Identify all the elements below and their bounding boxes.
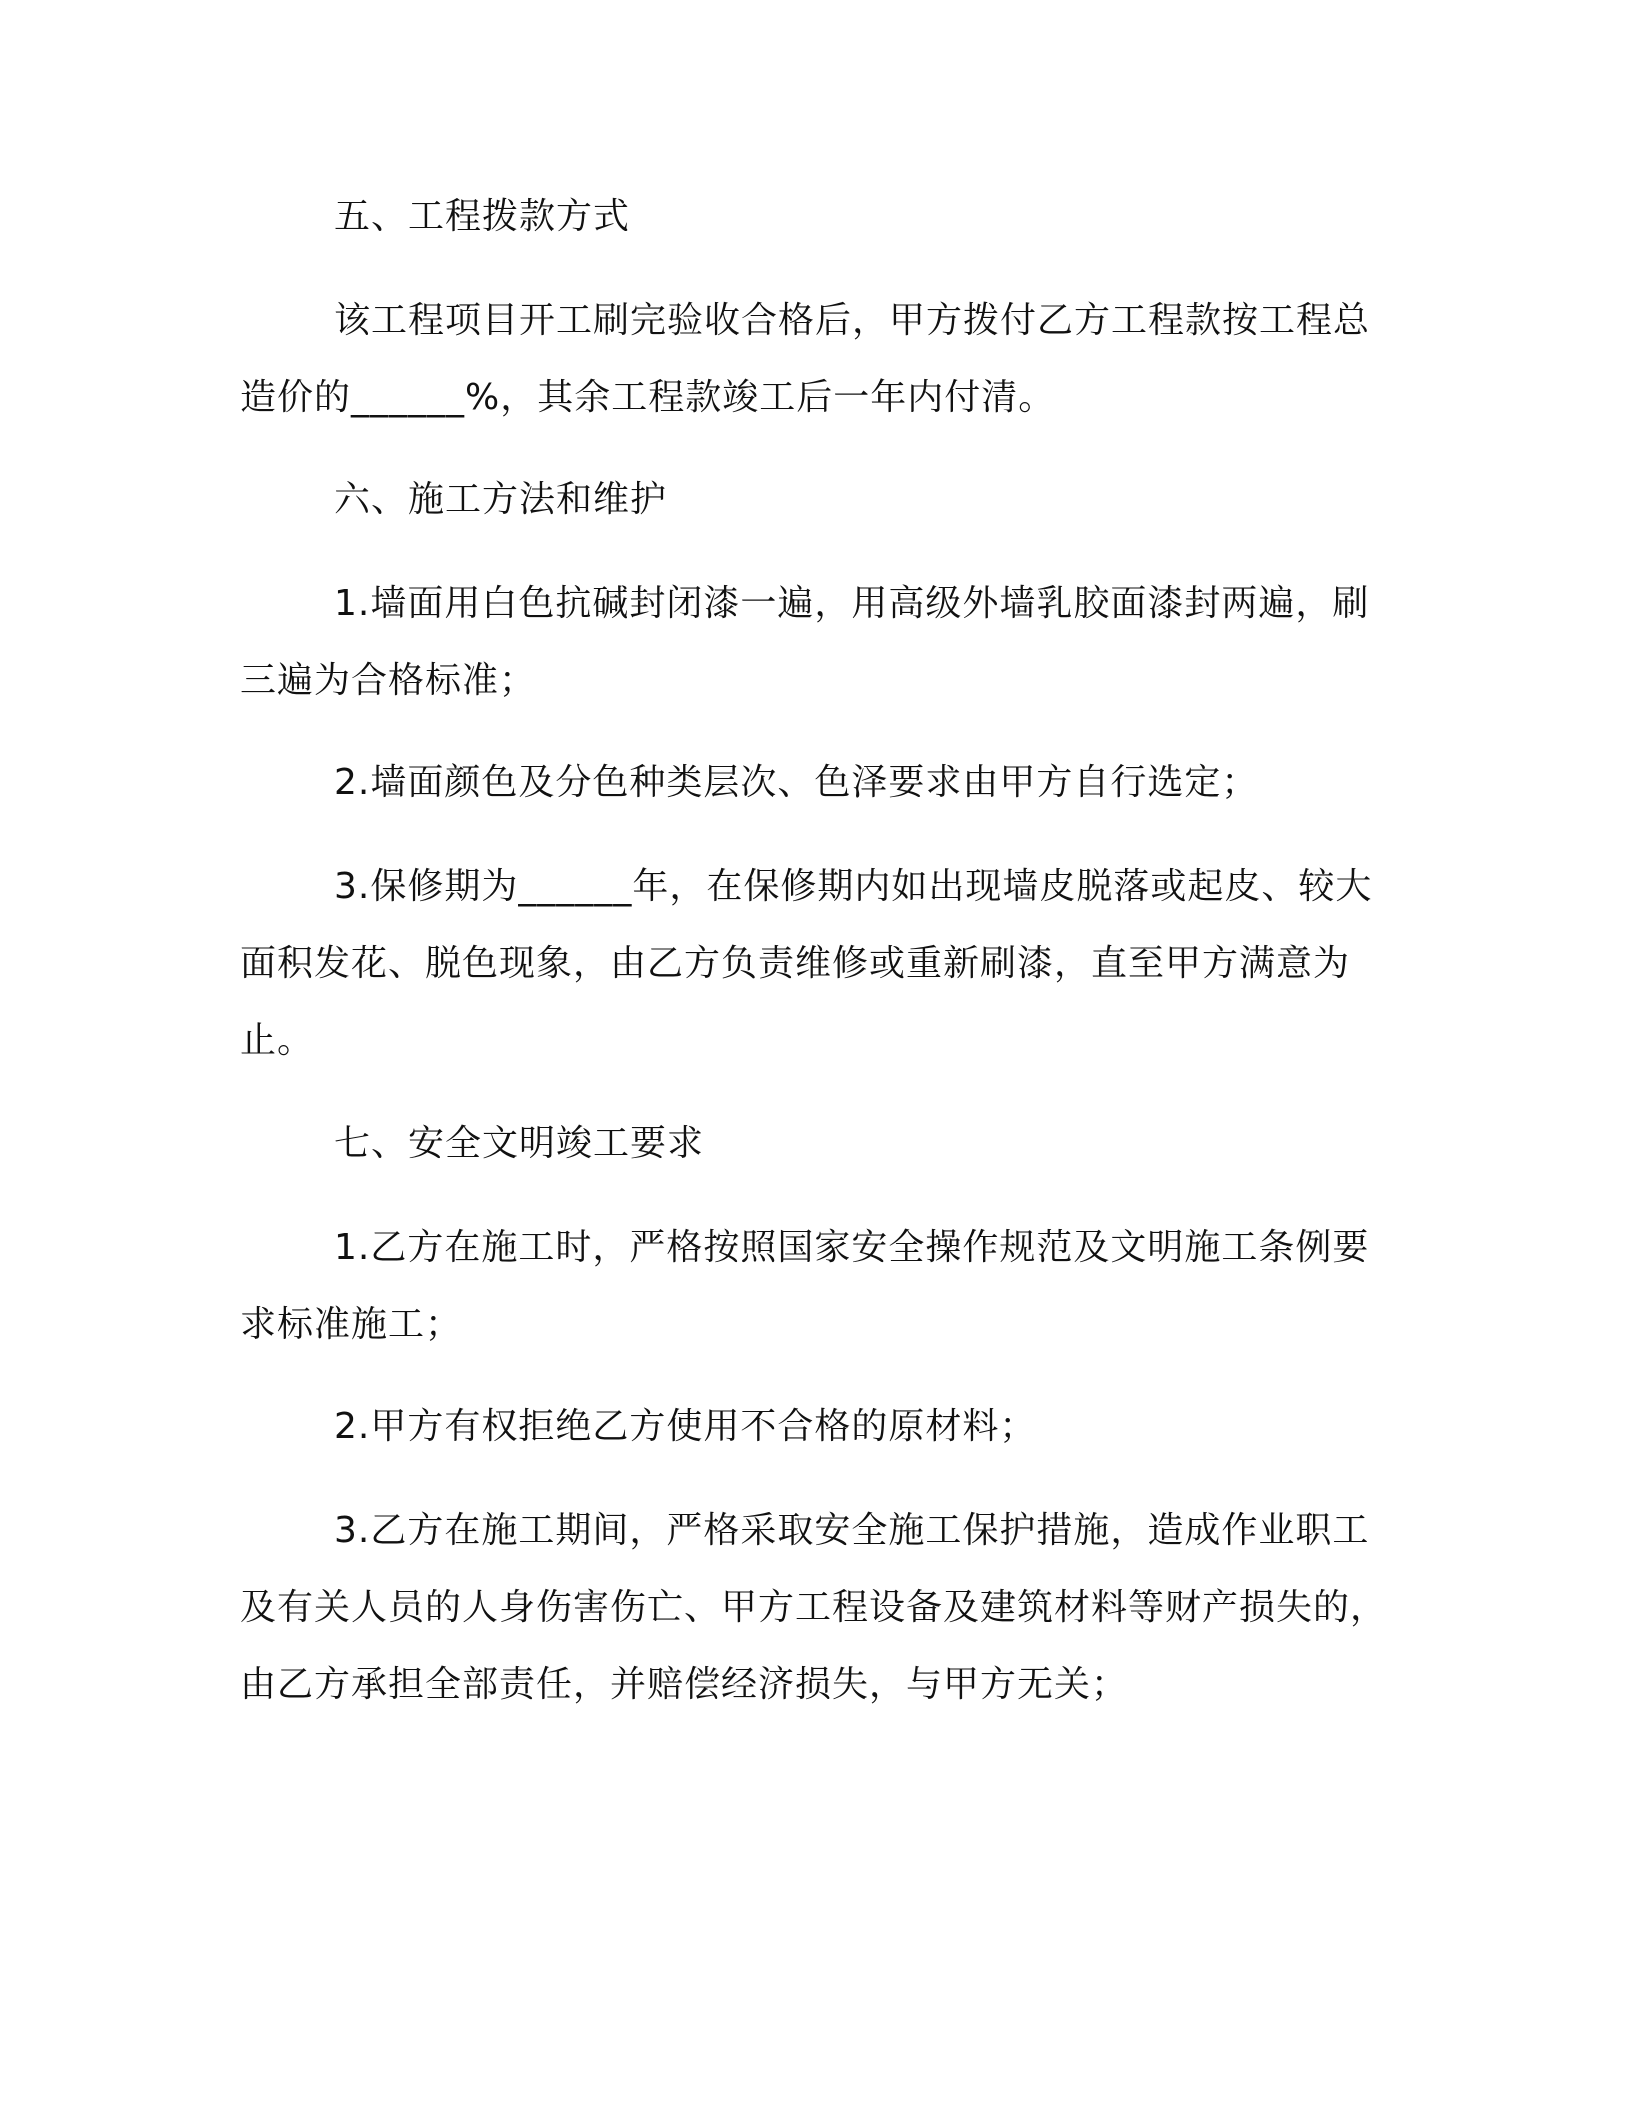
section-7-item-3-line-2: 及有关人员的人身伤害伤亡、甲方工程设备及建筑材料等财产损失的， [240, 1587, 1388, 1628]
section-6-item-2: 2.墙面颜色及分色种类层次、色泽要求由甲方自行选定； [334, 762, 1259, 803]
section-6-item-3-line-3: 止。 [240, 1020, 315, 1061]
section-5-paragraph-line-1: 该工程项目开工刷完验收合格后，甲方拨付乙方工程款按工程总 [334, 300, 1371, 341]
section-7-heading: 七、安全文明竣工要求 [334, 1123, 705, 1164]
section-5-paragraph-line-2: 造价的______%，其余工程款竣工后一年内付清。 [240, 377, 1056, 418]
section-6-heading: 六、施工方法和维护 [334, 479, 668, 520]
section-7-item-3-line-3: 由乙方承担全部责任，并赔偿经济损失，与甲方无关； [240, 1664, 1129, 1705]
section-6-item-1-line-2: 三遍为合格标准； [240, 660, 537, 701]
section-6-item-3-line-1: 3.保修期为______年，在保修期内如出现墙皮脱落或起皮、较大 [334, 866, 1373, 907]
section-6-item-1-line-1: 1.墙面用白色抗碱封闭漆一遍，用高级外墙乳胶面漆封两遍，刷 [334, 583, 1370, 624]
section-6-item-3-line-2: 面积发花、脱色现象，由乙方负责维修或重新刷漆，直至甲方满意为 [240, 943, 1351, 984]
section-7-item-1-line-2: 求标准施工； [240, 1304, 463, 1345]
section-7-item-3-line-1: 3.乙方在施工期间，严格采取安全施工保护措施，造成作业职工 [334, 1510, 1370, 1551]
section-7-item-1-line-1: 1.乙方在施工时，严格按照国家安全操作规范及文明施工条例要 [334, 1227, 1370, 1268]
section-7-item-2: 2.甲方有权拒绝乙方使用不合格的原材料； [334, 1406, 1037, 1447]
section-5-heading: 五、工程拨款方式 [334, 196, 631, 237]
